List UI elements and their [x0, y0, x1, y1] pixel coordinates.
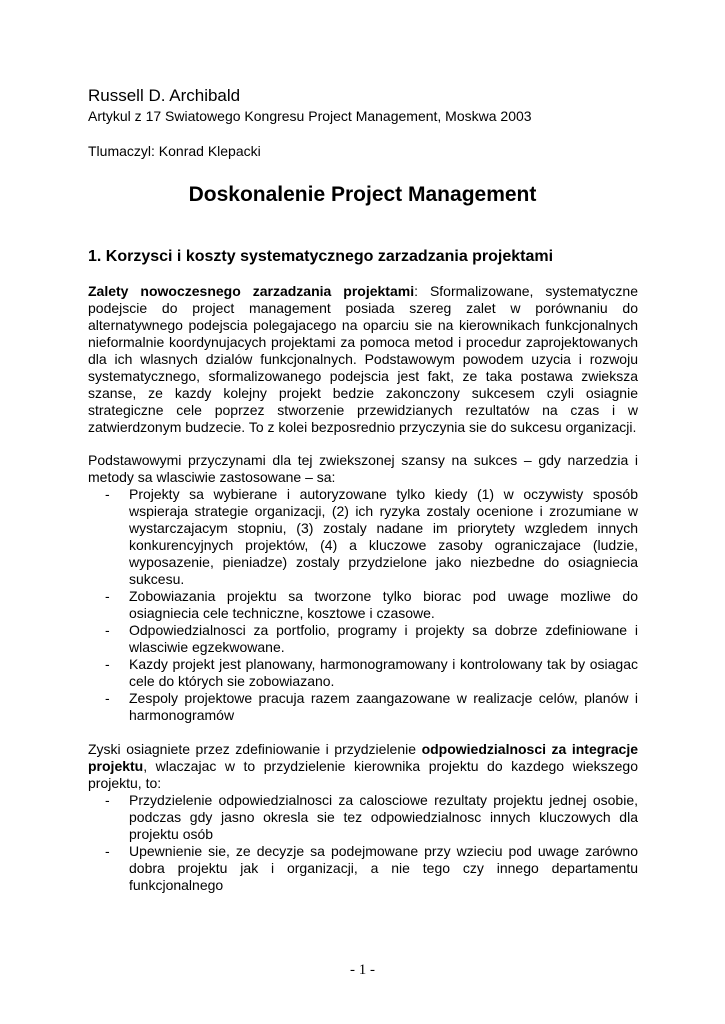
section-heading: 1. Korzysci i koszty systematycznego zarzadzania projektami [88, 248, 554, 265]
dash-marker: - [105, 792, 110, 808]
list-item: - Kazdy projekt jest planowany, harmonogramowany i kontrolowany tak by osiagac cele do których sie zobowiazano. [105, 656, 638, 689]
responsibility-list [88, 792, 638, 894]
dash-marker: - [105, 486, 110, 502]
dash-marker: - [105, 690, 110, 706]
page-number: - 1 - [350, 962, 375, 978]
list-item: - Projekty sa wybierane i autoryzowane tylko kiedy (1) w oczywisty sposób wspieraja strategie organizacji, (2) ich ryzyka zostaly ocenione i zrozumiane w wystarczajacym stopniu, (3) zostaly nadane im priorytety wzgledem innych konkurencyjnych projektów, (4) a kluczowe zasoby ograniczajace (ludzie, wyposazenie, pieniadze) zostaly przydzielone jako niezbedne do osiagniecia sukcesu. [105, 486, 638, 587]
document-title: Doskonalenie Project Management [188, 183, 537, 206]
dash-marker: - [105, 656, 110, 672]
body-text [88, 283, 638, 894]
source-line: Artykul z 17 Swiatowego Kongresu Project Management, Moskwa 2003 [88, 108, 532, 124]
list-item: - Przydzielenie odpowiedzialnosci za calosciowe rezultaty projektu jednej osobie, podczas gdy jasno okresla sie tez odpowiedzialnosc innych kluczowych dla projektu osób [105, 792, 638, 842]
paragraph-advantages [88, 283, 638, 436]
list-item: - Upewnienie sie, ze decyzje sa podejmowane przy wzieciu pod uwage zarówno dobra projektu jak i organizacji, a nie tego czy innego departamentu funkcjonalnego [105, 843, 638, 893]
dash-marker: - [105, 843, 110, 859]
author-name: Russell D. Archibald [88, 86, 241, 105]
paragraph-responsibility-intro: Zyski osiagniete przez zdefiniowanie i przydzielenie odpowiedzialnosci za integracje projektu, wlaczajac w to przydzielenie kierownika projektu do kazdego wiekszego projektu, to: [88, 741, 638, 791]
list-item: - Zobowiazania projektu sa tworzone tylko biorac pod uwage mozliwe do osiagniecia cele techniczne, kosztowe i czasowe. [105, 588, 638, 621]
list-item: - Zespoly projektowe pracuja razem zaangazowane w realizacje celów, planów i harmonogramów [105, 690, 638, 723]
paragraph-lead: Zalety nowoczesnego zarzadzania projektami [88, 283, 415, 299]
dash-marker: - [105, 622, 110, 638]
paragraph-text: : Sformalizowane, systematyczne podejscie do project management posiada szereg zalet w porównaniu do alternatywnego podejscia polegajacego na oparciu sie na kierownikach funkcjonalnych nieformalnie koordynujacych projektami za pomoca metod i procedur zaprojektowanych dla ich wlasnych dzialów funkcjonalnych. Podstawowym powodem uzycia i rozwoju systematycznego, sformalizowanego podejscia jest fakt, ze taka postawa zwieksza szanse, ze kazdy kolejny projekt bedzie zakonczony sukcesem czyli osiagnie strategiczne cele poprzez stworzenie przewidzianych rezultatów na czas i w zatwierdzonym budzecie. To z kolei bezposrednio przyczynia sie do sukcesu organizacji. [88, 283, 638, 435]
paragraph-reasons-intro: Podstawowymi przyczynami dla tej zwiekszonej szansy na sukces – gdy narzedzia i metody sa wlasciwie zastosowane – sa: [88, 452, 638, 485]
list-item: - Odpowiedzialnosci za portfolio, programy i projekty sa dobrze zdefiniowane i wlasciwie egzekwowane. [105, 622, 638, 655]
paragraph-lead: odpowiedzialnosci za integracje projektu [88, 741, 638, 774]
translator-line: Tlumaczyl: Konrad Klepacki [88, 143, 261, 159]
dash-marker: - [105, 588, 110, 604]
reasons-list [88, 486, 638, 724]
